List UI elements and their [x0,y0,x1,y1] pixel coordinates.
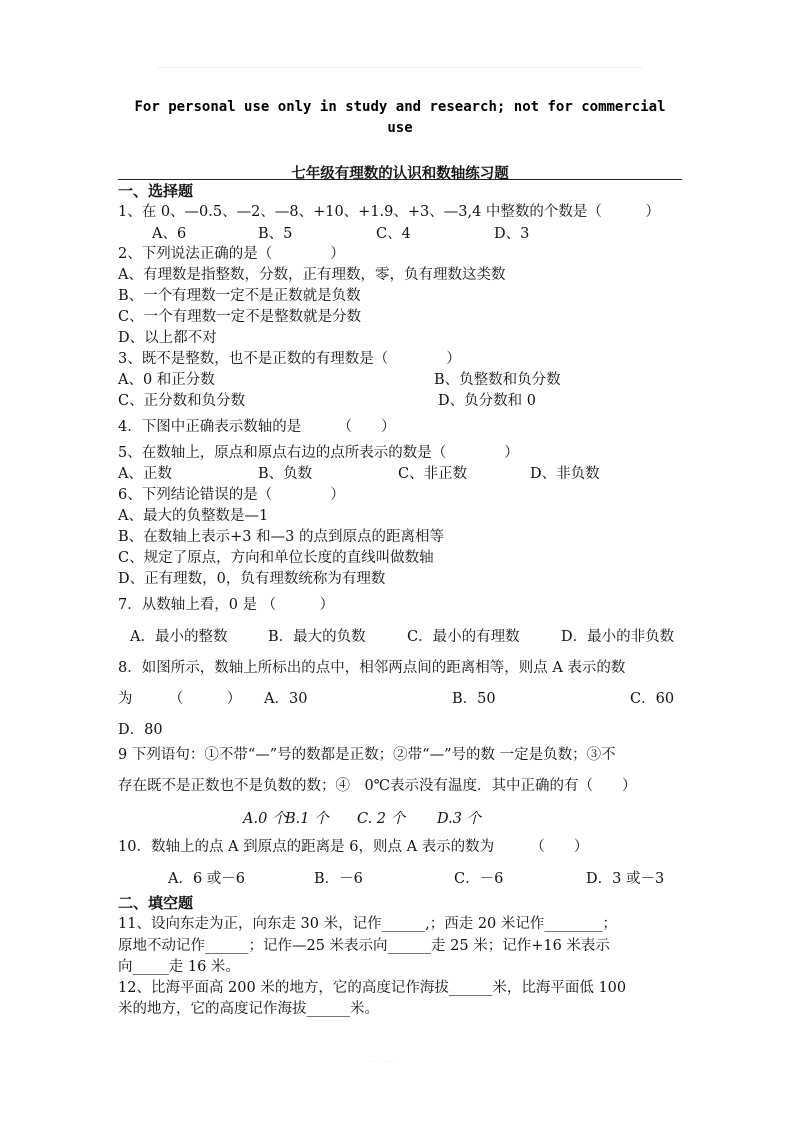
q5-option-b: B、负数 [258,466,313,482]
q7-stem: 7．从数轴上看，0 是 （ ） [118,597,335,613]
page-footer: ··· ··· ··· [370,1058,395,1066]
q7-option-c: C．最小的有理数 [407,629,520,645]
q8-option-b: B．50 [452,691,496,707]
top-rule [158,67,642,68]
q5-option-d: D、非负数 [530,466,600,482]
section-heading-choice: 一、选择题 [118,182,194,200]
q1-option-b: B、5 [258,226,293,242]
usage-notice-line1: For personal use only in study and research; not for commercial [134,99,666,115]
q6-option-c: C、规定了原点，方向和单位长度的直线叫做数轴 [118,550,434,566]
title-underline [118,179,682,180]
q4-stem: 4．下图中正确表示数轴的是 （ ） [118,419,396,435]
q3-option-a: A、0 和正分数 [118,372,215,388]
q8-stem-line1: 8．如图所示，数轴上所标出的点中，相邻两点间的距离相等，则点 A 表示的数 [118,660,626,676]
q2-option-a: A、有理数是指整数，分数，正有理数，零，负有理数这类数 [118,267,506,283]
q2-stem: 2、下列说法正确的是（ ） [118,246,345,262]
q8-option-c: C．60 [630,691,675,707]
q11-line2: 原地不动记作______；记作—25 米表示向______走 25 米；记作+16 米表示 [118,938,610,954]
usage-notice-line2: use [387,120,413,136]
q10-option-c: C．－6 [454,871,504,887]
q1-option-d: D、3 [494,226,530,242]
q5-stem: 5、在数轴上，原点和原点右边的点所表示的数是（ ） [118,445,519,461]
q3-option-c: C、正分数和负分数 [118,393,246,409]
q6-option-a: A、最大的负整数是—1 [118,508,269,524]
q3-stem: 3、既不是整数，也不是正数的有理数是（ ） [118,351,461,367]
q11-line1: 11、设向东走为正，向东走 30 米，记作______,；西走 20 米记作________； [118,916,617,932]
q3-option-b: B、负整数和负分数 [434,372,561,388]
q6-option-b: B、在数轴上表示+3 和—3 的点到原点的距离相等 [118,529,444,545]
q12-line2: 米的地方，它的高度记作海拔______米。 [118,1001,379,1017]
q5-option-a: A、正数 [118,466,172,482]
q8-option-a: A．30 [264,691,308,707]
q6-stem: 6、下列结论错误的是（ ） [118,487,345,503]
section-heading-fill: 二、填空题 [118,894,194,912]
q6-option-d: D、正有理数，0，负有理数统称为有理数 [118,571,386,587]
q11-line3: 向_____走 16 米。 [118,959,240,975]
q10-option-b: B．－6 [314,871,363,887]
q10-option-d: D．3 或－3 [586,871,665,887]
q2-option-d: D、以上都不对 [118,330,217,346]
q9-stem-line1: 9 下列语句：①不带“—”号的数都是正数；②带“—”号的数 一定是负数；③不 [118,747,616,763]
q3-option-d: D、负分数和 0 [438,393,536,409]
q7-option-d: D．最小的非负数 [561,629,675,645]
q10-stem: 10．数轴上的点 A 到原点的距离是 6，则点 A 表示的数为 （ ） [118,839,589,855]
q9-option-c: C. 2 个 [357,811,406,827]
q9-option-a: A.0 个 [243,811,287,827]
q9-option-d: D.3 个 [437,811,482,827]
q9-stem-line2: 存在既不是正数也不是负数的数；④ 0℃表示没有温度．其中正确的有（ ） [118,778,637,794]
q1-stem: 1、在 0、—0.5、—2、—8、+10、+1.9、+3、—3,4 中整数的个数是（ ） [118,204,660,220]
q1-option-c: C、4 [376,226,411,242]
q12-line1: 12、比海平面高 200 米的地方，它的高度记作海拔______米，比海平面低 100 [118,980,627,996]
q10-option-a: A．6 或－6 [168,871,246,887]
q2-option-b: B、一个有理数一定不是正数就是负数 [118,288,361,304]
page-title: 七年级有理数的认识和数轴练习题 [291,165,509,182]
q7-option-b: B．最大的负数 [268,629,366,645]
q2-option-c: C、一个有理数一定不是整数就是分数 [118,309,362,325]
q5-option-c: C、非正数 [398,466,468,482]
q8-option-d: D．80 [118,722,163,738]
q8-stem-line2: 为 （ ） [118,691,242,707]
q1-option-a: A、6 [152,226,187,242]
q7-option-a: A．最小的整数 [130,629,228,645]
q9-option-b: B.1 个 [285,811,329,827]
